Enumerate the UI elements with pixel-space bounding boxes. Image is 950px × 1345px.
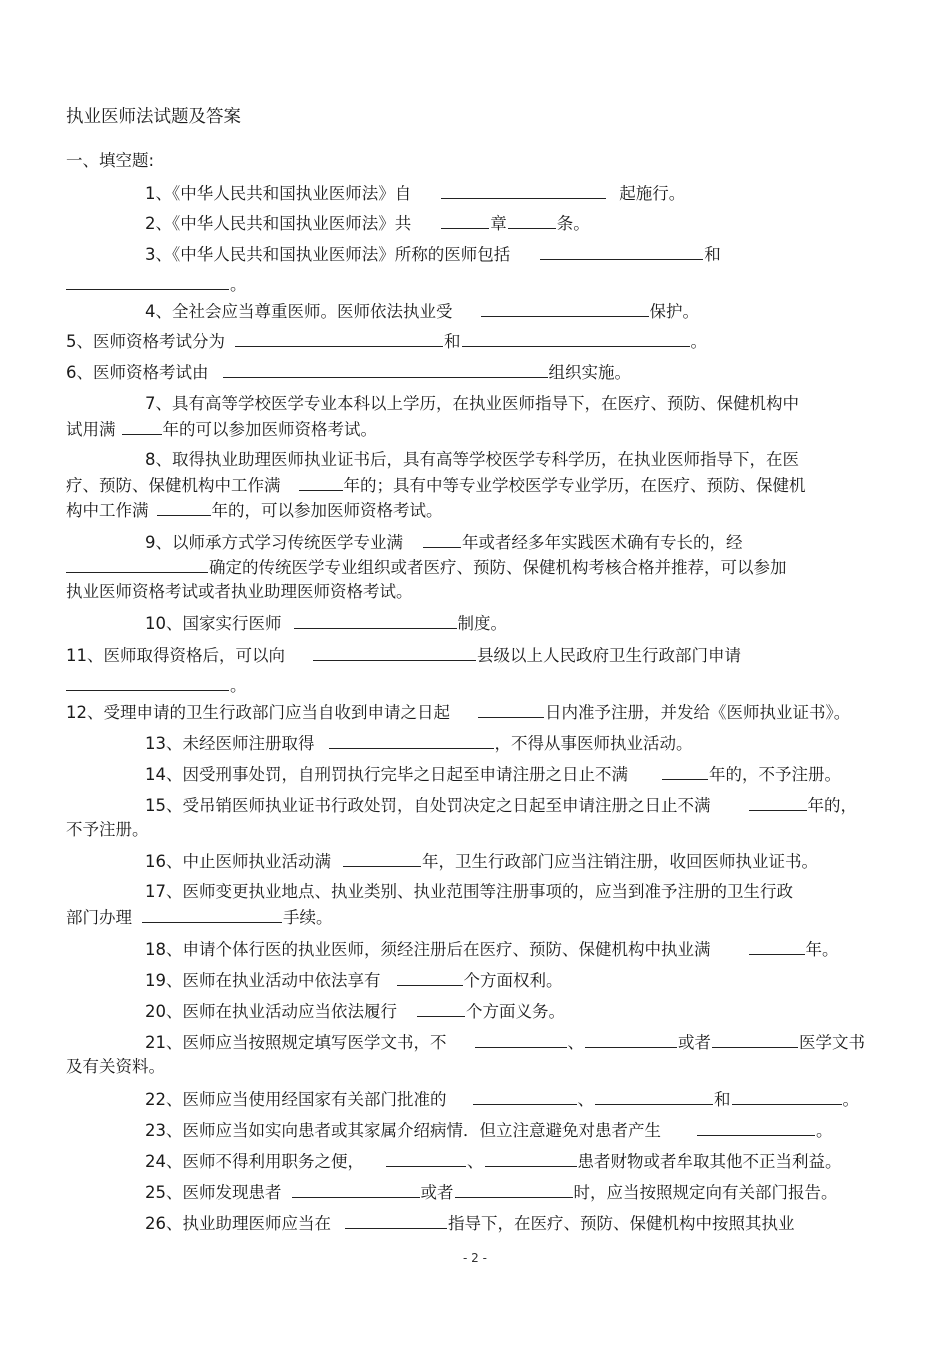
question-15 (145, 795, 857, 816)
answer-blank (329, 733, 494, 749)
answer-blank (66, 274, 229, 290)
question-text: 时，应当按照规定向有关部门报告。 (573, 1183, 838, 1202)
question-text: 和 (704, 245, 721, 264)
question-text: 23、医师应当如实向患者或其家属介绍病情．但立注意避免对患者产生 (145, 1121, 661, 1140)
question-text: 指导下，在医疗、预防、保健机构中按照其执业 (448, 1214, 795, 1233)
question-text: 年或者经多年实践医术确有专长的，经 (462, 533, 743, 552)
question-text: 3、《中华人民共和国执业医师法》所称的医师包括 (145, 245, 511, 264)
question-text: 25、医师发现患者 (145, 1183, 282, 1202)
question-text: 疗、预防、保健机构中工作满 (66, 476, 281, 495)
answer-blank (697, 1120, 815, 1136)
question-text: 组织实施。 (548, 363, 631, 382)
question-text: 5、医师资格考试分为 (66, 332, 225, 351)
question-15-cont: 不予注册。 (66, 820, 149, 839)
question-text: 年。 (805, 940, 839, 959)
answer-blank (294, 613, 457, 629)
question-12 (66, 702, 850, 723)
question-text: 、 (577, 1090, 594, 1109)
page-number: - 2 - (463, 1251, 487, 1265)
question-25 (145, 1182, 838, 1203)
answer-blank (481, 301, 649, 317)
question-16 (145, 851, 818, 872)
question-4 (145, 301, 699, 322)
question-19 (145, 970, 563, 991)
section-heading: 一、填空题: (66, 151, 155, 170)
question-8-cont (66, 475, 806, 496)
question-text: 或者 (678, 1033, 711, 1052)
answer-blank (585, 1032, 677, 1048)
answer-blank (292, 1182, 420, 1198)
answer-blank (473, 1089, 577, 1105)
question-text: 试用满 (66, 420, 116, 439)
question-text: 12、受理申请的卫生行政部门应当自收到申请之日起 (66, 703, 450, 722)
answer-blank (485, 1151, 577, 1167)
question-13 (145, 733, 693, 754)
question-8-cont2 (66, 500, 443, 521)
question-3 (145, 244, 721, 265)
question-text: 制度。 (457, 614, 507, 633)
question-7: 7、具有高等学校医学专业本科以上学历，在执业医师指导下，在医疗、预防、保健机构中 (145, 394, 799, 413)
question-text: 手续。 (283, 908, 333, 927)
answer-blank (343, 851, 421, 867)
answer-blank (66, 557, 208, 573)
question-text: 确定的传统医学专业组织或者医疗、预防、保健机构考核合格并推荐，可以参加 (209, 558, 787, 577)
answer-blank (345, 1213, 447, 1229)
question-text: 。 (230, 275, 247, 294)
question-17-cont (66, 907, 333, 928)
answer-blank (732, 1089, 842, 1105)
question-11-cont (66, 675, 247, 696)
answer-blank (223, 362, 548, 378)
question-text: 年，卫生行政部门应当注销注册，收回医师执业证书。 (422, 852, 818, 871)
answer-blank (441, 213, 489, 229)
question-26 (145, 1213, 795, 1234)
question-text: 年的；具有中等专业学校医学专业学历，在医疗、预防、保健机 (343, 476, 806, 495)
question-text: 年的，不予注册。 (709, 765, 841, 784)
question-2 (145, 213, 590, 234)
question-21-cont: 及有关资料。 (66, 1057, 165, 1076)
question-text: 4、全社会应当尊重医师。医师依法执业受 (145, 302, 453, 321)
question-text: 年的可以参加医师资格考试。 (162, 420, 377, 439)
answer-blank (508, 213, 556, 229)
question-14 (145, 764, 841, 785)
question-text: 19、医师在执业活动中依法享有 (145, 971, 381, 990)
question-text: 22、医师应当使用经国家有关部门批准的 (145, 1090, 447, 1109)
question-text: 患者财物或者牟取其他不正当利益。 (577, 1152, 842, 1171)
question-9-cont2: 执业医师资格考试或者执业助理医师资格考试。 (66, 582, 413, 601)
answer-blank (157, 500, 211, 516)
answer-blank (417, 1001, 465, 1017)
question-text: 和 (444, 332, 461, 351)
question-8: 8、取得执业助理医师执业证书后，具有高等学校医学专科学历，在执业医师指导下，在医 (145, 450, 799, 469)
answer-blank (595, 1089, 713, 1105)
question-22 (145, 1089, 859, 1110)
question-text: 9、以师承方式学习传统医学专业满 (145, 533, 403, 552)
question-text: 、 (567, 1033, 584, 1052)
answer-blank (122, 419, 162, 435)
question-23 (145, 1120, 833, 1141)
answer-blank (423, 532, 461, 548)
answer-blank (142, 907, 282, 923)
answer-blank (540, 244, 703, 260)
question-3-cont (66, 274, 247, 295)
question-11 (66, 645, 741, 666)
answer-blank (749, 795, 807, 811)
answer-blank (475, 1032, 567, 1048)
question-text: 10、国家实行医师 (145, 614, 282, 633)
question-21 (145, 1032, 865, 1053)
question-text: 个方面义务。 (466, 1002, 565, 1021)
question-text: 医学文书 (799, 1033, 865, 1052)
question-text: 日内准予注册，并发给《医师执业证书》。 (545, 703, 851, 722)
answer-blank (397, 970, 463, 986)
question-text: 1、《中华人民共和国执业医师法》自 (145, 184, 412, 203)
answer-blank (462, 331, 690, 347)
question-text: 个方面权利。 (463, 971, 563, 990)
question-text: ，不得从事医师执业活动。 (494, 734, 693, 753)
question-text: 保护。 (649, 302, 699, 321)
question-text: 县级以上人民政府卫生行政部门申请 (477, 646, 741, 665)
answer-blank (749, 939, 805, 955)
question-text: 年的，可以参加医师资格考试。 (211, 501, 443, 520)
question-7-cont (66, 419, 377, 440)
answer-blank (662, 764, 708, 780)
question-text: 20、医师在执业活动应当依法履行 (145, 1002, 397, 1021)
question-text: 部门办理 (66, 908, 132, 927)
question-9 (145, 532, 743, 553)
question-text: 条。 (556, 214, 590, 233)
question-20 (145, 1001, 565, 1022)
question-text: 18、申请个体行医的执业医师，须经注册后在医疗、预防、保健机构中执业满 (145, 940, 711, 959)
answer-blank (712, 1032, 798, 1048)
question-17: 17、医师变更执业地点、执业类别、执业范围等注册事项的，应当到准予注册的卫生行政 (145, 882, 793, 901)
question-text: 或者 (420, 1183, 454, 1202)
question-9-cont (66, 557, 787, 578)
question-text: 起施行。 (619, 184, 686, 203)
question-text: 2、《中华人民共和国执业医师法》共 (145, 214, 412, 233)
question-text: 。 (816, 1121, 833, 1140)
document-title: 执业医师法试题及答案 (66, 107, 241, 127)
answer-blank (478, 702, 544, 718)
answer-blank (235, 331, 443, 347)
question-text: 章 (490, 214, 507, 233)
question-text: 。 (842, 1090, 859, 1109)
question-text: 、 (467, 1152, 484, 1171)
question-text: 13、未经医师注册取得 (145, 734, 315, 753)
answer-blank (386, 1151, 466, 1167)
question-6 (66, 362, 631, 383)
question-text: 和 (714, 1090, 731, 1109)
answer-blank (313, 645, 476, 661)
question-text: 26、执业助理医师应当在 (145, 1214, 331, 1233)
question-text: 21、医师应当按照规定填写医学文书，不 (145, 1033, 447, 1052)
question-text: 。 (230, 676, 247, 695)
answer-blank (441, 183, 606, 199)
question-text: 6、医师资格考试由 (66, 363, 209, 382)
question-text: 。 (690, 332, 707, 351)
answer-blank (299, 475, 343, 491)
question-1 (145, 183, 685, 204)
question-text: 24、医师不得利用职务之便， (145, 1152, 364, 1171)
question-5 (66, 331, 707, 352)
answer-blank (66, 675, 229, 691)
answer-blank (455, 1182, 573, 1198)
question-text: 16、中止医师执业活动满 (145, 852, 331, 871)
question-text: 11、医师取得资格后，可以向 (66, 646, 285, 665)
question-text: 年的， (807, 796, 857, 815)
question-text: 15、受吊销医师执业证书行政处罚，自处罚决定之日起至申请注册之日止不满 (145, 796, 711, 815)
question-text: 构中工作满 (66, 501, 149, 520)
question-18 (145, 939, 839, 960)
question-24 (145, 1151, 842, 1172)
question-10 (145, 613, 507, 634)
question-text: 14、因受刑事处罚，自刑罚执行完毕之日起至申请注册之日止不满 (145, 765, 628, 784)
